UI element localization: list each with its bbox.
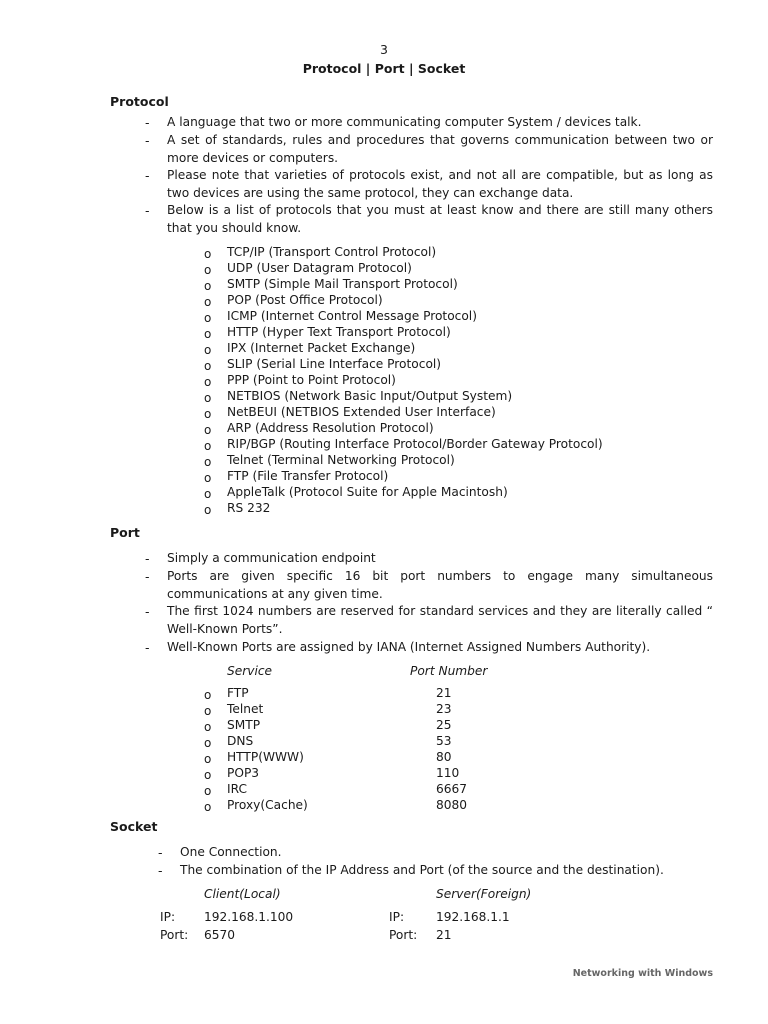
table-cell-port: 8080 xyxy=(436,798,468,812)
protocol-list-item: POP (Post Office Protocol) xyxy=(227,293,383,307)
list-marker: o xyxy=(204,471,212,485)
list-marker: o xyxy=(204,736,212,750)
protocol-list-item: RS 232 xyxy=(227,501,271,515)
protocol-bullet-2: A set of standards, rules and procedures that governs communication between two or more devices or computers. xyxy=(167,133,713,165)
client-ip-value: 192.168.1.100 xyxy=(204,910,294,924)
table-cell-service: HTTP(WWW) xyxy=(227,750,304,764)
client-port-value: 6570 xyxy=(204,928,236,942)
dash-marker: - xyxy=(145,551,150,566)
client-local-header: Client(Local) xyxy=(204,887,281,901)
dash-marker: - xyxy=(145,569,150,584)
list-marker: o xyxy=(204,439,212,453)
table-header-service: Service xyxy=(227,664,273,678)
protocol-list-item: NETBIOS (Network Basic Input/Output System) xyxy=(227,389,513,403)
dash-marker: - xyxy=(145,604,150,619)
list-marker: o xyxy=(204,311,212,325)
list-marker: o xyxy=(204,263,212,277)
server-ip-value: 192.168.1.1 xyxy=(436,910,510,924)
table-cell-port: 53 xyxy=(436,734,452,748)
port-bullet-1: Simply a communication endpoint xyxy=(167,551,376,565)
protocol-list-item: AppleTalk (Protocol Suite for Apple Macintosh) xyxy=(227,485,508,499)
list-marker: o xyxy=(204,247,212,261)
list-marker: o xyxy=(204,752,212,766)
list-marker: o xyxy=(204,704,212,718)
list-marker: o xyxy=(204,295,212,309)
protocol-list-item: IPX (Internet Packet Exchange) xyxy=(227,341,416,355)
list-marker: o xyxy=(204,407,212,421)
socket-bullet-2: The combination of the IP Address and Port (of the source and the destination). xyxy=(180,863,664,877)
section-heading-protocol: Protocol xyxy=(110,94,169,109)
table-header-port-number: Port Number xyxy=(410,664,488,678)
table-cell-port: 25 xyxy=(436,718,452,732)
dash-marker: - xyxy=(145,133,150,148)
section-heading-port: Port xyxy=(110,525,140,540)
table-cell-service: POP3 xyxy=(227,766,260,780)
protocol-list-item: FTP (File Transfer Protocol) xyxy=(227,469,389,483)
table-cell-service: Proxy(Cache) xyxy=(227,798,308,812)
list-marker: o xyxy=(204,455,212,469)
list-marker: o xyxy=(204,375,212,389)
protocol-list-item: HTTP (Hyper Text Transport Protocol) xyxy=(227,325,451,339)
protocol-list-item: NetBEUI (NETBIOS Extended User Interface) xyxy=(227,405,496,419)
table-cell-service: SMTP xyxy=(227,718,261,732)
page-title: Protocol | Port | Socket xyxy=(302,61,466,76)
list-marker: o xyxy=(204,688,212,702)
dash-marker: - xyxy=(158,863,163,878)
table-cell-service: Telnet xyxy=(227,702,264,716)
port-bullet-2: Ports are given specific 16 bit port numbers to engage many simultaneous communications at any given time. xyxy=(167,569,713,601)
protocol-bullet-4: Below is a list of protocols that you must at least know and there are still many others that you should know. xyxy=(167,203,713,235)
dash-marker: - xyxy=(145,203,150,218)
table-cell-service: IRC xyxy=(227,782,247,796)
list-marker: o xyxy=(204,784,212,798)
port-bullet-4: Well-Known Ports are assigned by IANA (Internet Assigned Numbers Authority). xyxy=(167,640,651,654)
list-marker: o xyxy=(204,768,212,782)
server-port-label: Port: xyxy=(389,928,418,942)
page-number: 3 xyxy=(380,42,388,57)
list-marker: o xyxy=(204,343,212,357)
table-cell-service: DNS xyxy=(227,734,254,748)
table-cell-port: 80 xyxy=(436,750,452,764)
protocol-list-item: ICMP (Internet Control Message Protocol) xyxy=(227,309,477,323)
client-ip-label: IP: xyxy=(160,910,176,924)
server-ip-label: IP: xyxy=(389,910,405,924)
list-marker: o xyxy=(204,327,212,341)
client-port-label: Port: xyxy=(160,928,189,942)
list-marker: o xyxy=(204,359,212,373)
protocol-list-item: SLIP (Serial Line Interface Protocol) xyxy=(227,357,442,371)
list-marker: o xyxy=(204,391,212,405)
table-cell-port: 6667 xyxy=(436,782,468,796)
protocol-list-item: UDP (User Datagram Protocol) xyxy=(227,261,412,275)
list-marker: o xyxy=(204,503,212,517)
dash-marker: - xyxy=(158,845,163,860)
protocol-bullet-3: Please note that varieties of protocols exist, and not all are compatible, but as long as two devices are using the same protocol, they can exchange data. xyxy=(167,168,713,200)
list-marker: o xyxy=(204,487,212,501)
socket-bullet-1: One Connection. xyxy=(180,845,282,859)
list-marker: o xyxy=(204,423,212,437)
section-heading-socket: Socket xyxy=(110,819,158,834)
protocol-list-item: TCP/IP (Transport Control Protocol) xyxy=(227,245,437,259)
page-footer: Networking with Windows xyxy=(572,968,713,979)
protocol-list-item: ARP (Address Resolution Protocol) xyxy=(227,421,434,435)
table-cell-port: 110 xyxy=(436,766,460,780)
table-cell-port: 23 xyxy=(436,702,452,716)
list-marker: o xyxy=(204,800,212,814)
server-foreign-header: Server(Foreign) xyxy=(436,887,532,901)
dash-marker: - xyxy=(145,640,150,655)
protocol-list-item: RIP/BGP (Routing Interface Protocol/Border Gateway Protocol) xyxy=(227,437,603,451)
protocol-list-item: PPP (Point to Point Protocol) xyxy=(227,373,396,387)
table-cell-port: 21 xyxy=(436,686,452,700)
list-marker: o xyxy=(204,720,212,734)
server-port-value: 21 xyxy=(436,928,452,942)
protocol-list-item: SMTP (Simple Mail Transport Protocol) xyxy=(227,277,458,291)
protocol-list-item: Telnet (Terminal Networking Protocol) xyxy=(227,453,455,467)
table-cell-service: FTP xyxy=(227,686,249,700)
protocol-bullet-1: A language that two or more communicating computer System / devices talk. xyxy=(167,115,642,129)
port-bullet-3: The first 1024 numbers are reserved for standard services and they are literally called “ Well-Known Ports”. xyxy=(167,604,713,636)
dash-marker: - xyxy=(145,168,150,183)
list-marker: o xyxy=(204,279,212,293)
dash-marker: - xyxy=(145,115,150,130)
